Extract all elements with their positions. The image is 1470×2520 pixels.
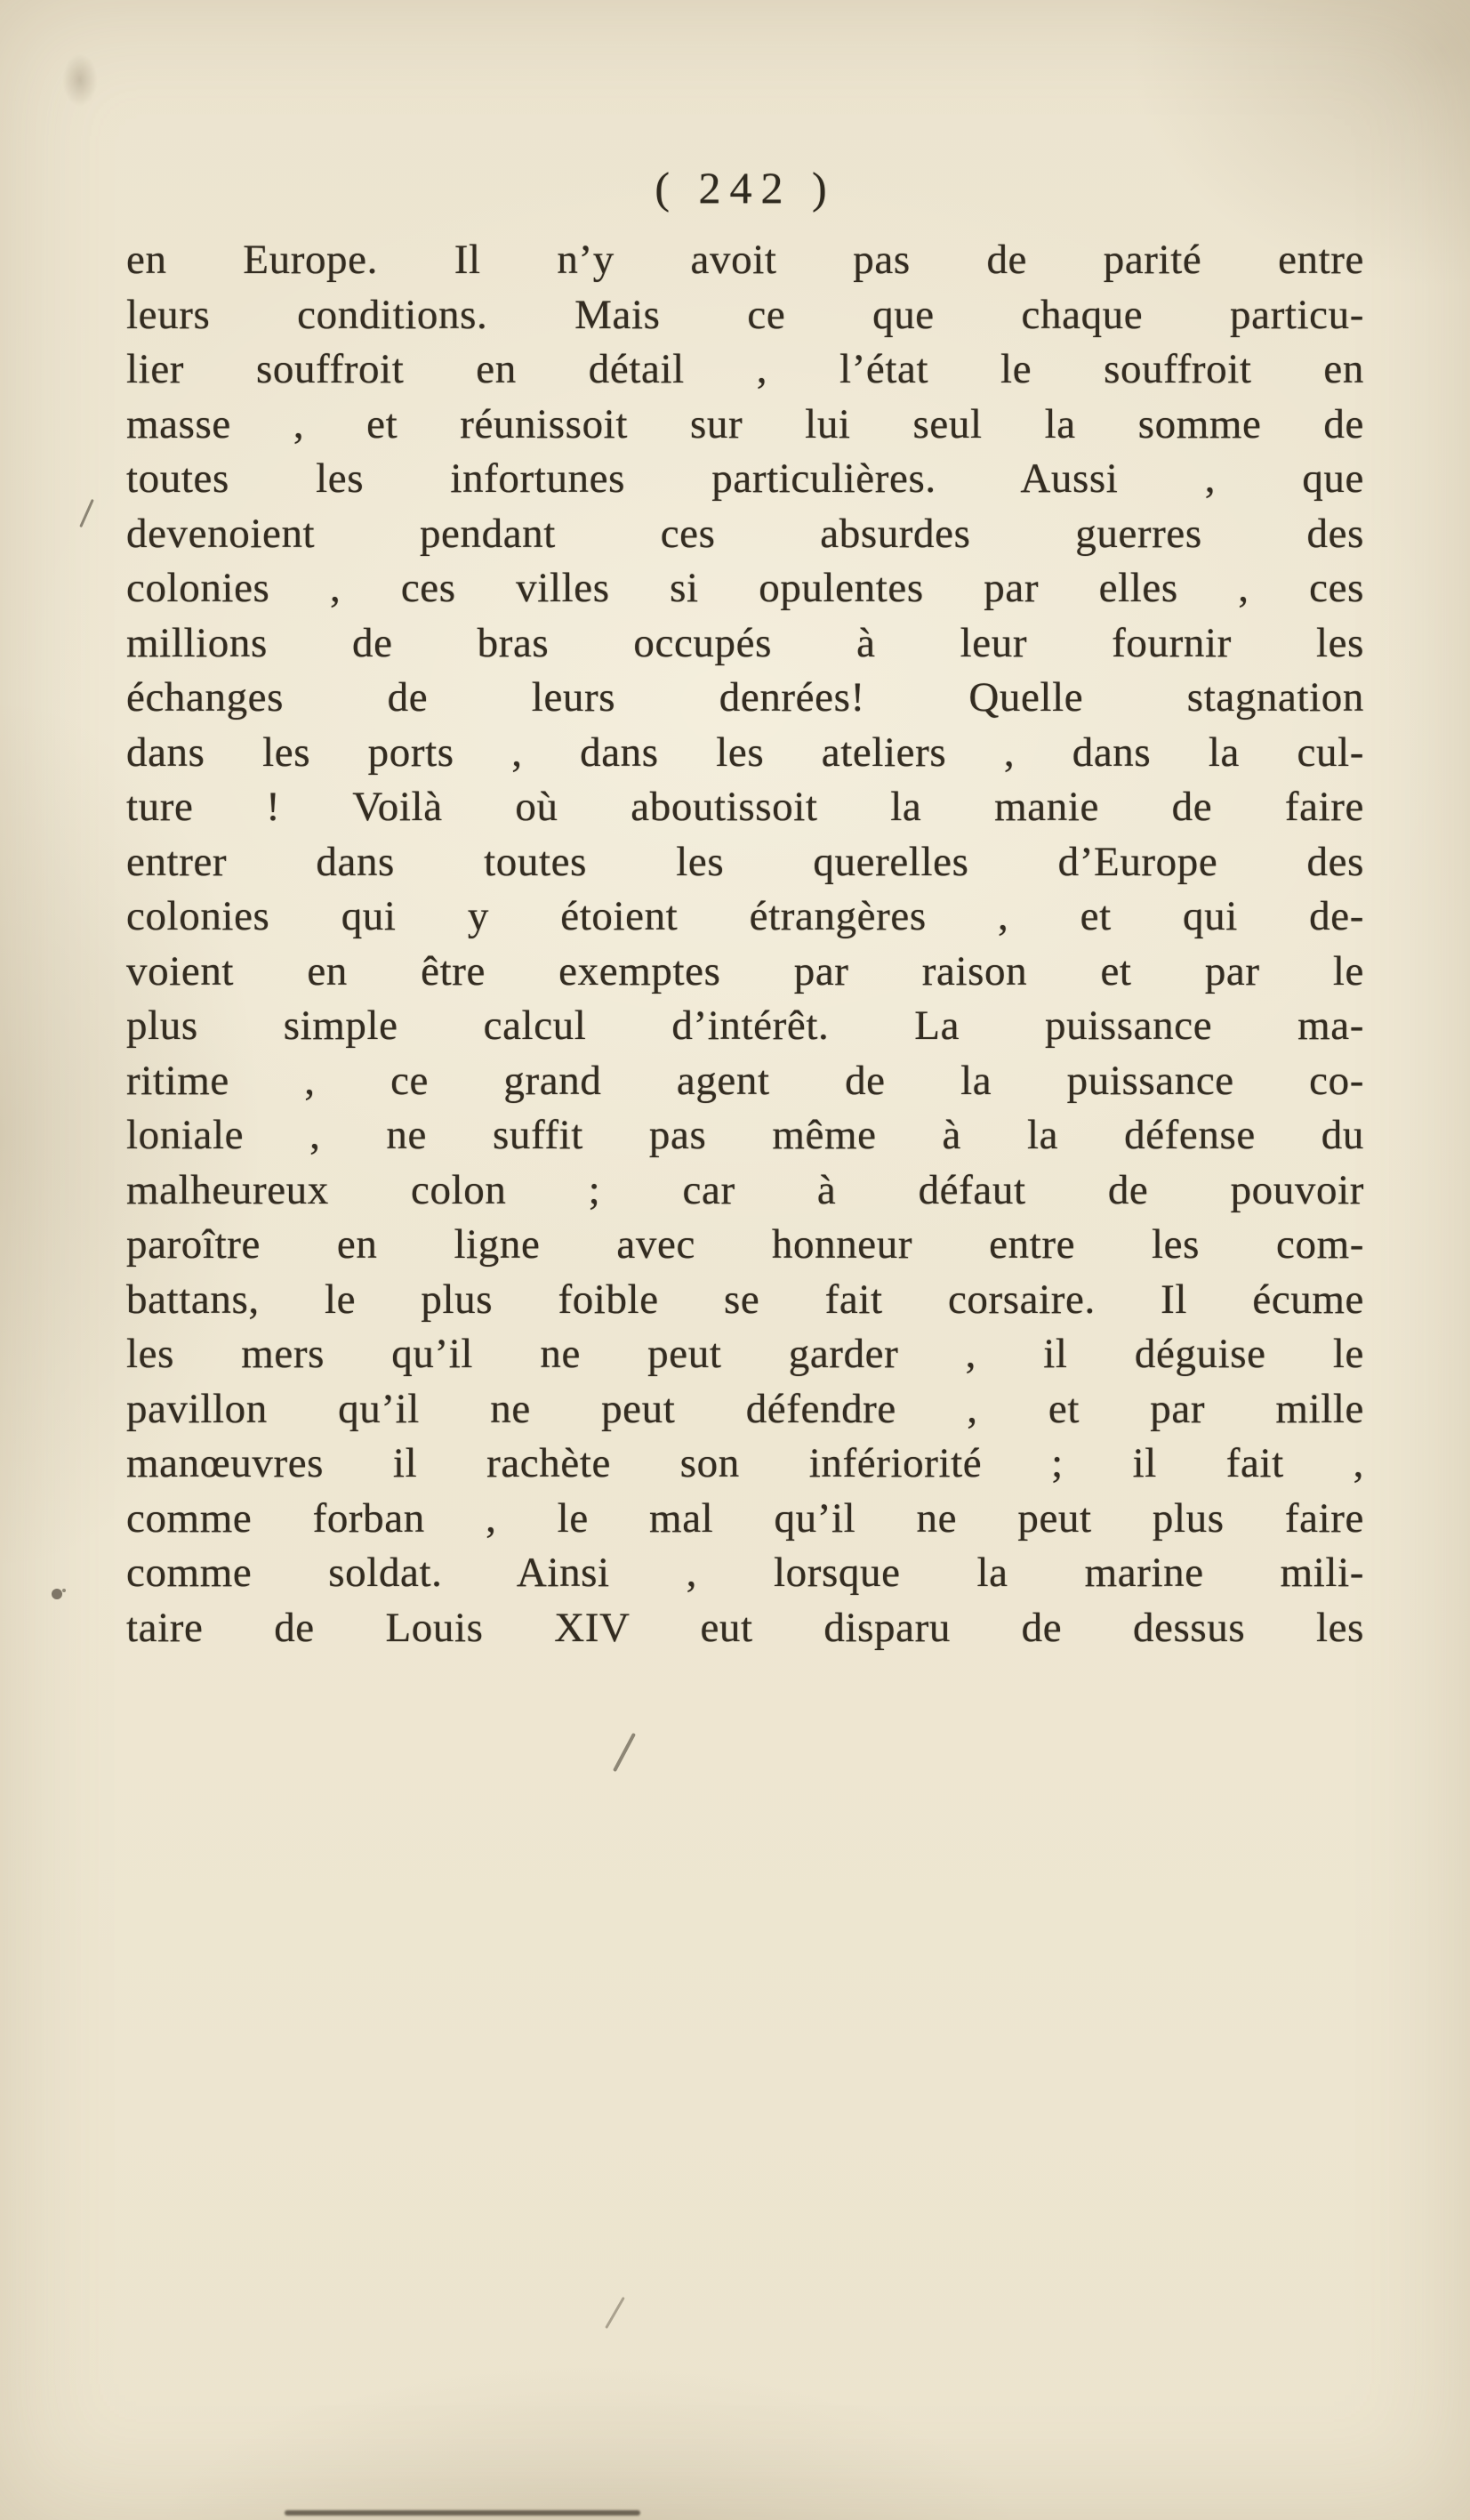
text-line: taire de Louis XIV eut disparu de dessus les (126, 1604, 1364, 1651)
text-line: devenoient pendant ces absurdes guerres des (126, 510, 1364, 557)
text-line: en Europe. Il n’y avoit pas de parité entre (126, 237, 1364, 283)
scan-artifact-slash (605, 2297, 625, 2329)
text-line: millions de bras occupés à leur fournir les (126, 619, 1364, 666)
text-line: comme soldat. Ainsi , lorsque la marine mili- (126, 1550, 1364, 1596)
text-line: pavillon qu’il ne peut défendre , et par mille (126, 1385, 1364, 1432)
text-line: leurs conditions. Mais ce que chaque particu- (126, 291, 1364, 338)
text-line: colonies , ces villes si opulentes par elles , ces (126, 565, 1364, 611)
text-line: battans, le plus foible se fait corsaire. Il écume (126, 1276, 1364, 1323)
text-line: malheureux colon ; car à défaut de pouvoir (126, 1166, 1364, 1213)
page-number: ( 242 ) (655, 163, 836, 213)
text-line: lier souffroit en détail , l’état le souffroit en (126, 346, 1364, 392)
text-line: masse , et réunissoit sur lui seul la somme de (126, 400, 1364, 447)
scan-artifact-speck (52, 1589, 62, 1599)
text-line: paroître en ligne avec honneur entre les com- (126, 1221, 1364, 1268)
text-line: loniale , ne suffit pas même à la défense du (126, 1112, 1364, 1158)
text-line: voient en être exemptes par raison et par le (126, 947, 1364, 994)
scan-smudge (62, 53, 98, 107)
scan-artifact-slash (613, 1733, 636, 1772)
body-text (126, 233, 1364, 1655)
text-line: échanges de leurs denrées! Quelle stagnation (126, 674, 1364, 721)
text-line: manœuvres il rachète son infériorité ; il fait , (126, 1440, 1364, 1486)
text-line: plus simple calcul d’intérêt. La puissance ma- (126, 1002, 1364, 1049)
text-line: colonies qui y étoient étrangères , et qui de- (126, 893, 1364, 939)
text-line: ture ! Voilà où aboutissoit la manie de faire (126, 784, 1364, 830)
text-line: entrer dans toutes les querelles d’Europe des (126, 838, 1364, 885)
text-line: toutes les infortunes particulières. Aussi , que (126, 455, 1364, 502)
scan-edge-shadow (285, 2510, 640, 2516)
text-line: dans les ports , dans les ateliers , dans la cul- (126, 729, 1364, 776)
text-line: ritime , ce grand agent de la puissance co- (126, 1057, 1364, 1104)
scan-artifact-slash (79, 499, 94, 527)
text-line: les mers qu’il ne peut garder , il déguise le (126, 1331, 1364, 1377)
text-line: comme forban , le mal qu’il ne peut plus faire (126, 1494, 1364, 1542)
